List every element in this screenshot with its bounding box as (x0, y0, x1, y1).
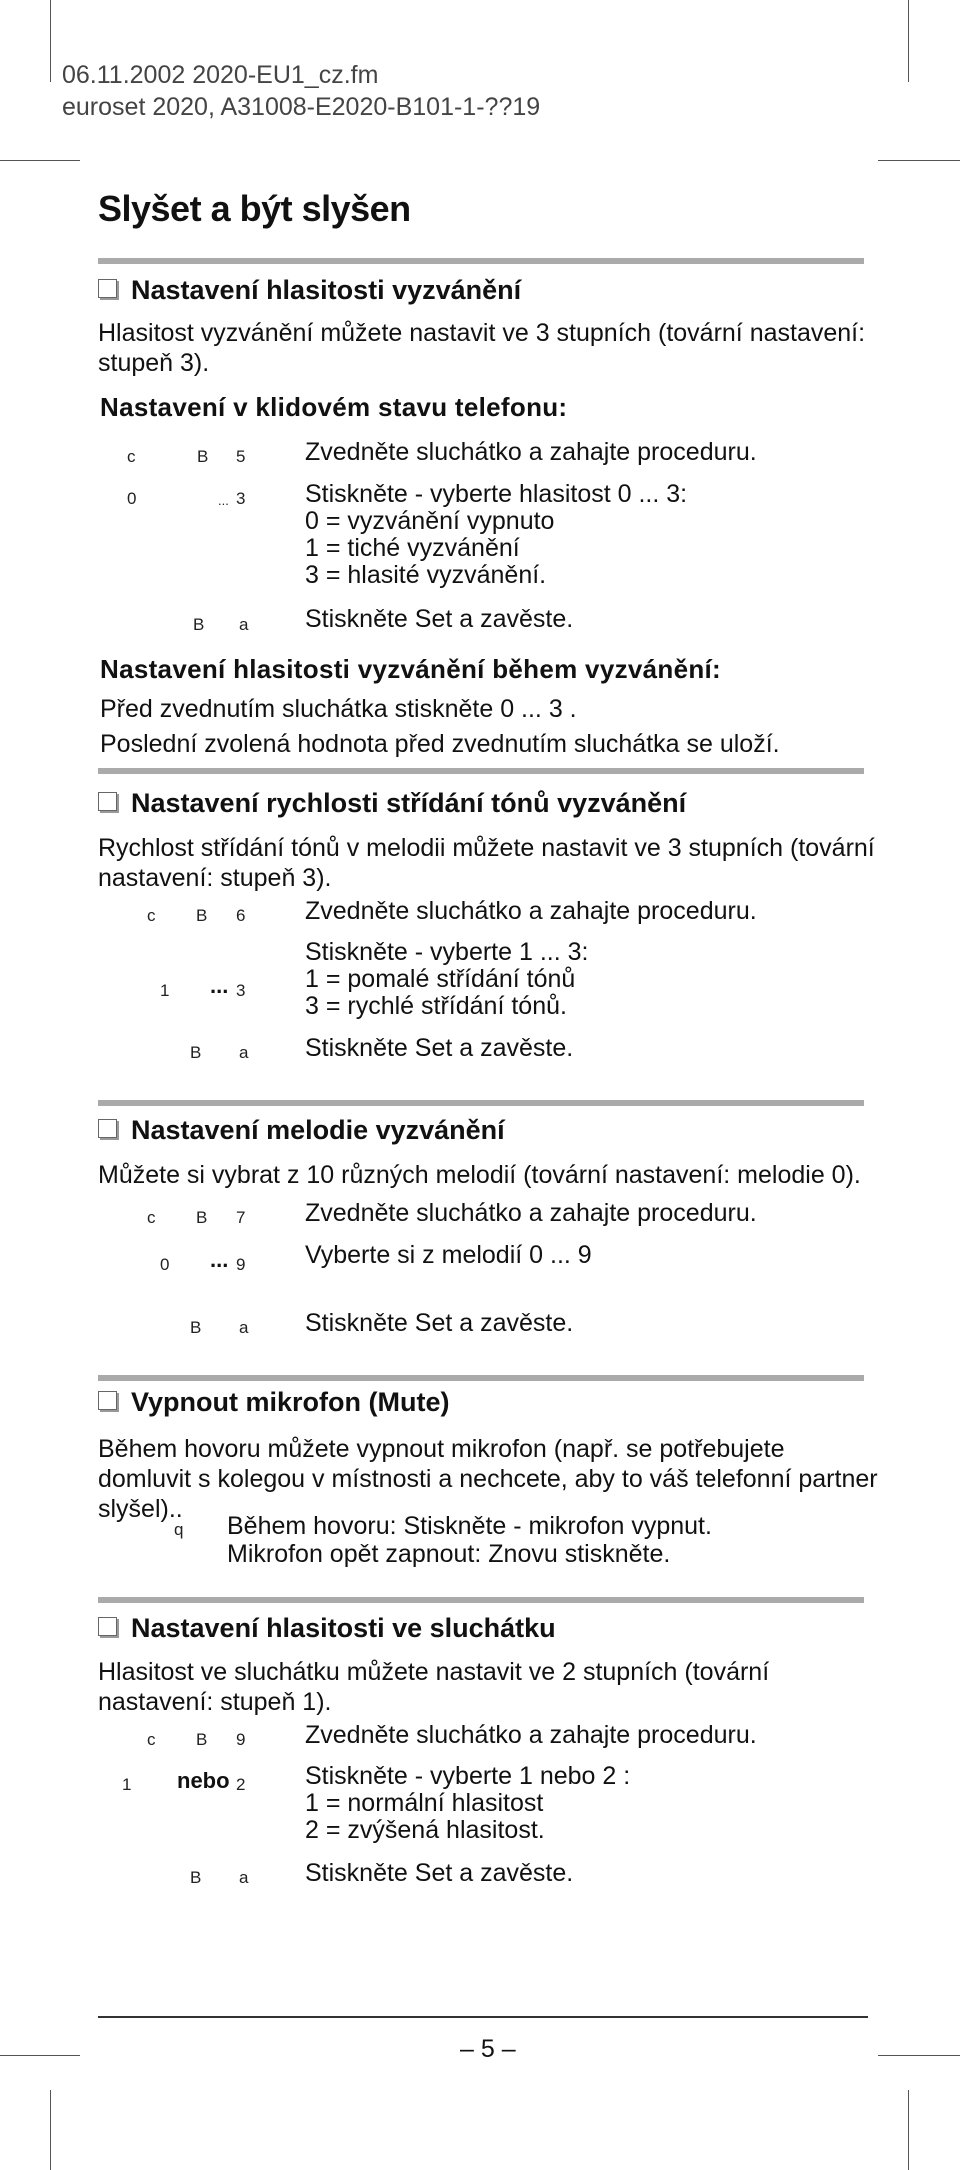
key-b: B (197, 447, 209, 466)
page-number: – 5 – (460, 2035, 516, 2063)
step-text: Stiskněte Set a zavěste. (305, 1034, 574, 1062)
section-heading: Nastavení rychlosti střídání tónů vyzvánění (98, 788, 686, 819)
key-range: ... (210, 973, 229, 998)
section-intro: Hlasitost ve sluchátku můžete nastavit ve 2 stupních (tovární nastavení: stupeň 1). (98, 1658, 770, 1716)
step-text: Stiskněte Set a zavěste. (305, 1859, 574, 1887)
step-text: Během hovoru: Stiskněte - mikrofon vypnut. (227, 1512, 712, 1540)
crop-mark (50, 0, 51, 82)
step-text: 1 = tiché vyzvánění (305, 534, 520, 562)
checkbox-icon (98, 1617, 117, 1636)
step-text: 1 = pomalé střídání tónů (305, 965, 576, 993)
key-digit: 9 (236, 1255, 246, 1274)
section-rule (98, 258, 864, 264)
key-digit: 0 (127, 489, 137, 508)
step-text: Stiskněte Set a zavěste. (305, 1309, 574, 1337)
key-b: B (190, 1043, 202, 1062)
step-text: 1 = normální hlasitost (305, 1789, 544, 1817)
crop-mark (908, 0, 909, 82)
step-text: Zvedněte sluchátko a zahajte proceduru. (305, 897, 757, 925)
key-digit: 1 (160, 981, 170, 1000)
section-heading: Nastavení hlasitosti vyzvánění (98, 275, 521, 306)
step-text: 2 = zvýšená hlasitost. (305, 1816, 545, 1844)
key-digit: 7 (236, 1208, 246, 1227)
crop-mark (878, 2055, 960, 2056)
crop-mark (0, 160, 80, 161)
step-text: 0 = vyzvánění vypnuto (305, 507, 555, 535)
paragraph: Před zvednutím sluchátka stiskněte 0 ... 3 . (100, 695, 577, 723)
crop-mark (50, 2090, 51, 2170)
step-text: Mikrofon opět zapnout: Znovu stiskněte. (227, 1540, 671, 1568)
key-b: B (196, 1208, 208, 1227)
header-document-id: euroset 2020, A31008-E2020-B101-1-??19 (62, 93, 541, 121)
paragraph: Poslední zvolená hodnota před zvednutím sluchátka se uloží. (100, 730, 780, 758)
key-c: c (147, 1208, 156, 1227)
key-c: c (147, 1730, 156, 1749)
key-range: ... (218, 493, 229, 508)
section-rule (98, 1597, 864, 1603)
subheading: Nastavení hlasitosti vyzvánění během vyzvánění: (100, 654, 721, 684)
checkbox-icon (98, 279, 117, 298)
step-text: 3 = hlasité vyzvánění. (305, 561, 547, 589)
checkbox-icon (98, 1391, 117, 1410)
step-text: 3 = rychlé střídání tónů. (305, 992, 567, 1020)
key-b: B (193, 615, 205, 634)
key-digit: 3 (236, 489, 246, 508)
key-a: a (239, 615, 249, 634)
section-rule (98, 1100, 864, 1106)
key-b: B (190, 1318, 202, 1337)
key-digit: 9 (236, 1730, 246, 1749)
section-intro: Hlasitost vyzvánění můžete nastavit ve 3 stupních (tovární nastavení: stupeň 3). (98, 319, 866, 377)
key-c: c (147, 906, 156, 925)
section-intro: Můžete si vybrat z 10 různých melodií (tovární nastavení: melodie 0). (98, 1161, 861, 1189)
checkbox-icon (98, 1119, 117, 1138)
section-rule (98, 768, 864, 774)
step-text: Vyberte si z melodií 0 ... 9 (305, 1241, 592, 1269)
section-heading: Nastavení melodie vyzvánění (98, 1115, 505, 1146)
section-rule (98, 1375, 864, 1381)
key-b: B (190, 1868, 202, 1887)
crop-mark (878, 160, 960, 161)
key-a: a (239, 1318, 249, 1337)
key-digit: 6 (236, 906, 246, 925)
crop-mark (0, 2055, 80, 2056)
key-c: c (127, 447, 136, 466)
key-digit: 5 (236, 447, 246, 466)
section-heading: Nastavení hlasitosti ve sluchátku (98, 1613, 556, 1644)
section-intro: Rychlost střídání tónů v melodii můžete nastavit ve 3 stupních (tovární nastavení: stupeň 3). (98, 834, 875, 892)
page-title: Slyšet a být slyšen (98, 188, 411, 229)
checkbox-icon (98, 792, 117, 811)
section-intro: Během hovoru můžete vypnout mikrofon (např. se potřebujete domluvit s kolegou v místnosti a nechcete, aby to váš telefonní partner slyšel).. (98, 1435, 878, 1523)
key-range: ... (210, 1247, 229, 1272)
header-filename: 06.11.2002 2020-EU1_cz.fm (62, 61, 379, 89)
key-q: q (174, 1520, 184, 1539)
key-digit: 1 (122, 1775, 132, 1794)
key-a: a (239, 1043, 249, 1062)
step-text: Stiskněte Set a zavěste. (305, 605, 574, 633)
footer-rule (98, 2016, 868, 2018)
key-digit: 0 (160, 1255, 170, 1274)
step-text: Stiskněte - vyberte 1 nebo 2 : (305, 1762, 631, 1790)
key-digit: 2 (236, 1775, 246, 1794)
step-text: Stiskněte - vyberte 1 ... 3: (305, 938, 589, 966)
key-or: nebo (177, 1768, 230, 1793)
step-text: Zvedněte sluchátko a zahajte proceduru. (305, 1199, 757, 1227)
key-a: a (239, 1868, 249, 1887)
key-b: B (196, 1730, 208, 1749)
key-b: B (196, 906, 208, 925)
step-text: Zvedněte sluchátko a zahajte proceduru. (305, 438, 757, 466)
crop-mark (908, 2090, 909, 2170)
step-text: Zvedněte sluchátko a zahajte proceduru. (305, 1721, 757, 1749)
step-text: Stiskněte - vyberte hlasitost 0 ... 3: (305, 480, 688, 508)
section-heading: Vypnout mikrofon (Mute) (98, 1387, 449, 1418)
subheading: Nastavení v klidovém stavu telefonu: (100, 392, 568, 422)
key-digit: 3 (236, 981, 246, 1000)
